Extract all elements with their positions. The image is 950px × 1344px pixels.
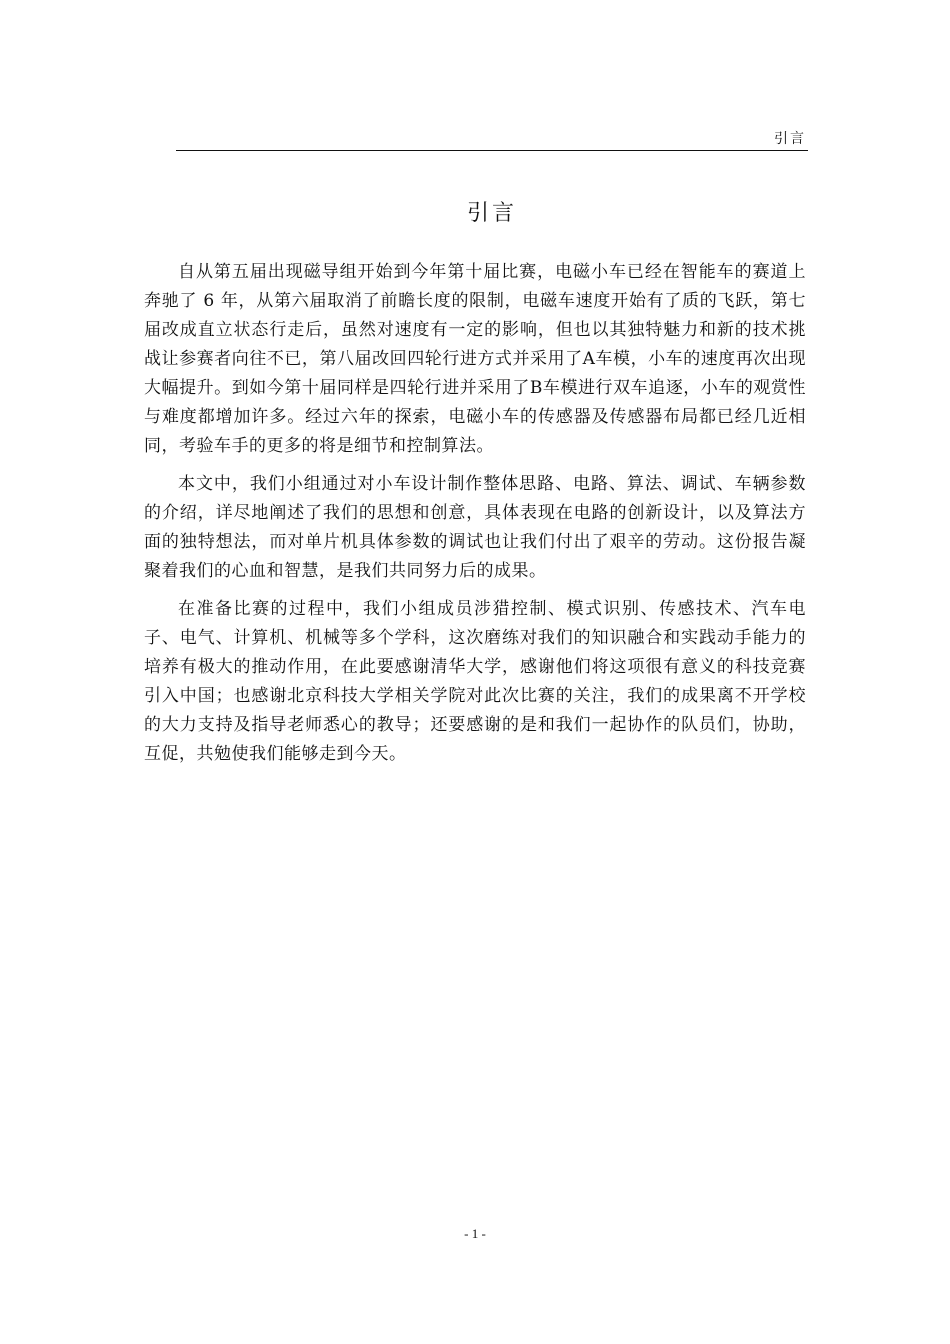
page-number: - 1 - bbox=[464, 1226, 486, 1241]
paragraph: 自从第五届出现磁导组开始到今年第十届比赛，电磁小车已经在智能车的赛道上奔驰了 6 年，从第六届取消了前瞻长度的限制，电磁车速度开始有了质的飞跃，第七届改成直立状态行走后，虽然对速度有一定的影响，但也以其独特魅力和新的技术挑战让参赛者向往不已，第八届改回四轮行进方式并采用了A车模，小车的速度再次出现大幅提升。到如今第十届同样是四轮行进并采用了B车模进行双车追逐，小车的观赏性与难度都增加许多。经过六年的探索，电磁小车的传感器及传感器布局都已经几近相同，考验车手的更多的将是细节和控制算法。 bbox=[144, 262, 806, 456]
paragraph: 在准备比赛的过程中，我们小组成员涉猎控制、模式识别、传感技术、汽车电子、电气、计算机、机械等多个学科，这次磨练对我们的知识融合和实践动手能力的培养有极大的推动作用，在此要感谢清华大学，感谢他们将这项很有意义的科技竞赛引入中国；也感谢北京科技大学相关学院对此次比赛的关注，我们的成果离不开学校的大力支持及指导老师悉心的教导；还要感谢的是和我们一起协作的队员们，协助，互促，共勉使我们能够走到今天。 bbox=[144, 599, 806, 764]
page-title: 引言 bbox=[466, 201, 517, 226]
body-text bbox=[144, 258, 806, 778]
running-header bbox=[176, 126, 808, 151]
running-header-title: 引言 bbox=[774, 131, 806, 147]
paragraph: 本文中，我们小组通过对小车设计制作整体思路、电路、算法、调试、车辆参数的介绍，详尽地阐述了我们的思想和创意，具体表现在电路的创新设计，以及算法方面的独特想法，而对单片机具体参数的调试也让我们付出了艰辛的劳动。这份报告凝聚着我们的心血和智慧，是我们共同努力后的成果。 bbox=[144, 474, 806, 581]
